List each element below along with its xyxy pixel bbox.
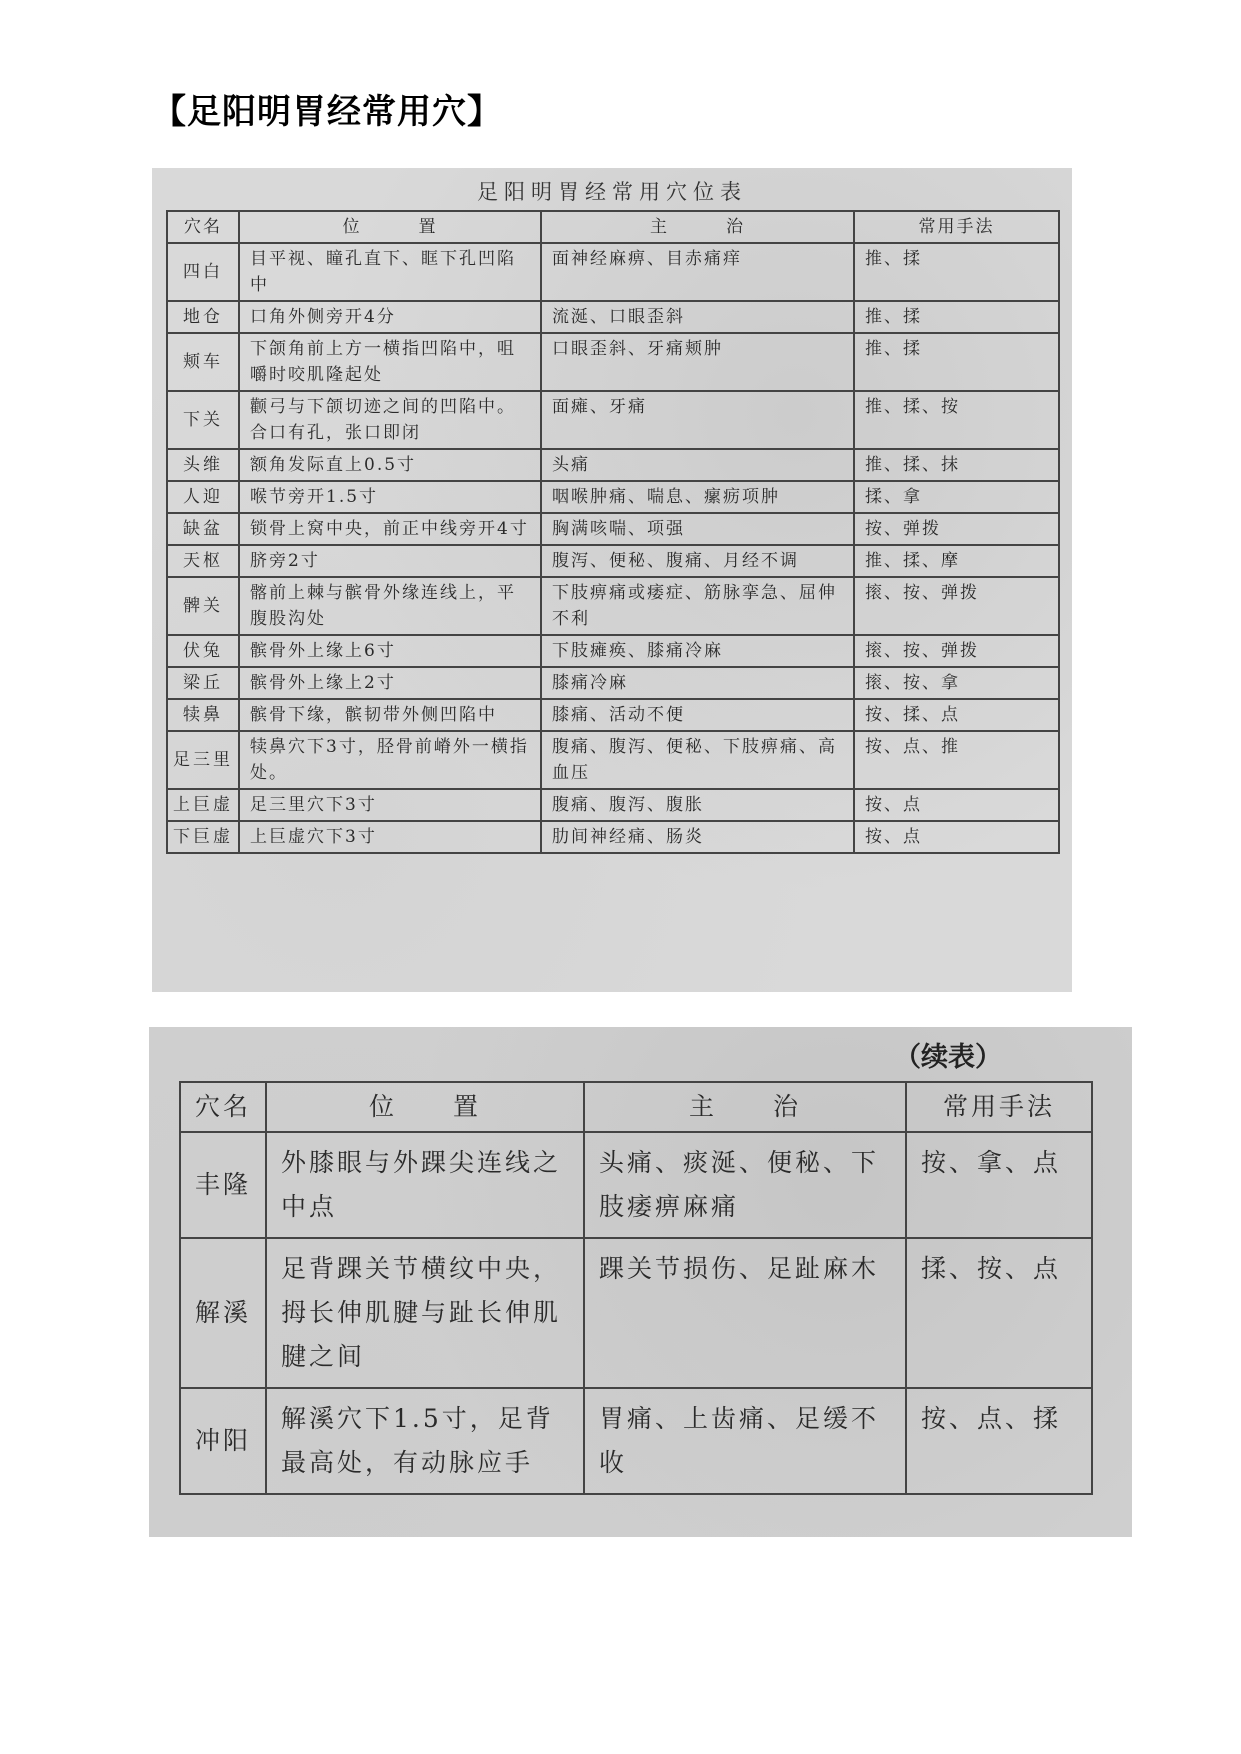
location-cell: 髂前上棘与髌骨外缘连线上，平腹股沟处 — [239, 577, 541, 635]
method-cell: 推、揉 — [854, 243, 1059, 301]
acupoint-name: 上巨虚 — [167, 789, 239, 821]
indication-cell: 下肢痹痛或痿症、筋脉挛急、屈伸不利 — [541, 577, 854, 635]
indication-cell: 头痛、痰涎、便秘、下肢痿痹麻痛 — [584, 1132, 906, 1238]
scanned-table-image-1 — [152, 168, 1072, 992]
continued-caption: （续表） — [894, 1042, 1002, 1073]
indication-cell: 面神经麻痹、目赤痛痒 — [541, 243, 854, 301]
acupoint-name: 犊鼻 — [167, 699, 239, 731]
table-row — [180, 1132, 1092, 1238]
table-row — [167, 545, 1059, 577]
indication-cell: 面瘫、牙痛 — [541, 391, 854, 449]
acupoint-name: 地仓 — [167, 301, 239, 333]
location-cell: 髌骨外上缘上2寸 — [239, 667, 541, 699]
location-cell: 喉节旁开1.5寸 — [239, 481, 541, 513]
indication-cell: 口眼歪斜、牙痛颊肿 — [541, 333, 854, 391]
table-row — [167, 667, 1059, 699]
header-method: 常用手法 — [906, 1082, 1092, 1132]
indication-cell: 膝痛冷麻 — [541, 667, 854, 699]
acupoint-name: 冲阳 — [180, 1388, 266, 1494]
header-indication: 主 治 — [584, 1082, 906, 1132]
acupoint-name: 头维 — [167, 449, 239, 481]
table-row — [167, 699, 1059, 731]
indication-cell: 流涎、口眼歪斜 — [541, 301, 854, 333]
acupoint-name: 四白 — [167, 243, 239, 301]
method-cell: 㨰、按、弹拨 — [854, 577, 1059, 635]
acupoint-name: 下关 — [167, 391, 239, 449]
method-cell: 按、拿、点 — [906, 1132, 1092, 1238]
location-cell: 足背踝关节横纹中央，拇长伸肌腱与趾长伸肌腱之间 — [266, 1238, 584, 1388]
header-location: 位 置 — [239, 211, 541, 243]
table-row — [167, 635, 1059, 667]
acupoint-name: 髀关 — [167, 577, 239, 635]
acupoint-name: 缺盆 — [167, 513, 239, 545]
table-header-row — [167, 211, 1059, 243]
indication-cell: 胸满咳喘、项强 — [541, 513, 854, 545]
acupoint-name: 下巨虚 — [167, 821, 239, 853]
acupoint-name: 丰隆 — [180, 1132, 266, 1238]
table-row — [167, 481, 1059, 513]
method-cell: 按、点、揉 — [906, 1388, 1092, 1494]
indication-cell: 肋间神经痛、肠炎 — [541, 821, 854, 853]
location-cell: 额角发际直上0.5寸 — [239, 449, 541, 481]
indication-cell: 腹痛、腹泻、腹胀 — [541, 789, 854, 821]
acupoint-name: 梁丘 — [167, 667, 239, 699]
method-cell: 推、揉、抹 — [854, 449, 1059, 481]
acupoint-name: 足三里 — [167, 731, 239, 789]
table-header-row — [180, 1082, 1092, 1132]
header-method: 常用手法 — [854, 211, 1059, 243]
indication-cell: 踝关节损伤、足趾麻木 — [584, 1238, 906, 1388]
table-row — [167, 391, 1059, 449]
table-row — [167, 821, 1059, 853]
location-cell: 上巨虚穴下3寸 — [239, 821, 541, 853]
header-location: 位 置 — [266, 1082, 584, 1132]
table-caption: 足阳明胃经常用穴位表 — [477, 180, 747, 204]
indication-cell: 腹泻、便秘、腹痛、月经不调 — [541, 545, 854, 577]
method-cell: 推、揉 — [854, 301, 1059, 333]
location-cell: 髌骨外上缘上6寸 — [239, 635, 541, 667]
acupoint-name: 天枢 — [167, 545, 239, 577]
table-row — [167, 243, 1059, 301]
location-cell: 脐旁2寸 — [239, 545, 541, 577]
method-cell: 推、揉 — [854, 333, 1059, 391]
table-row — [167, 449, 1059, 481]
acupoint-name: 伏兔 — [167, 635, 239, 667]
page-heading: 【足阳明胃经常用穴】 — [152, 92, 502, 132]
header-name: 穴名 — [180, 1082, 266, 1132]
indication-cell: 咽喉肿痛、喘息、瘰疬项肿 — [541, 481, 854, 513]
indication-cell: 腹痛、腹泻、便秘、下肢痹痛、高血压 — [541, 731, 854, 789]
location-cell: 目平视、瞳孔直下、眶下孔凹陷中 — [239, 243, 541, 301]
acupoint-name: 人迎 — [167, 481, 239, 513]
location-cell: 锁骨上窝中央，前正中线旁开4寸 — [239, 513, 541, 545]
method-cell: 㨰、按、弹拨 — [854, 635, 1059, 667]
table-row — [167, 333, 1059, 391]
acupoint-table — [166, 210, 1060, 854]
indication-cell: 头痛 — [541, 449, 854, 481]
table-row — [167, 577, 1059, 635]
table-row — [167, 301, 1059, 333]
acupoint-name: 颊车 — [167, 333, 239, 391]
location-cell: 下颌角前上方一横指凹陷中，咀嚼时咬肌隆起处 — [239, 333, 541, 391]
method-cell: 推、揉、摩 — [854, 545, 1059, 577]
table-row — [180, 1388, 1092, 1494]
scanned-table-image-2 — [149, 1027, 1132, 1537]
header-name: 穴名 — [167, 211, 239, 243]
table-row — [180, 1238, 1092, 1388]
method-cell: 㨰、按、拿 — [854, 667, 1059, 699]
location-cell: 解溪穴下1.5寸，足背最高处，有动脉应手 — [266, 1388, 584, 1494]
method-cell: 按、弹拨 — [854, 513, 1059, 545]
acupoint-name: 解溪 — [180, 1238, 266, 1388]
method-cell: 推、揉、按 — [854, 391, 1059, 449]
indication-cell: 胃痛、上齿痛、足缓不收 — [584, 1388, 906, 1494]
method-cell: 按、揉、点 — [854, 699, 1059, 731]
location-cell: 外膝眼与外踝尖连线之中点 — [266, 1132, 584, 1238]
method-cell: 按、点、推 — [854, 731, 1059, 789]
table-row — [167, 513, 1059, 545]
location-cell: 颧弓与下颌切迹之间的凹陷中。合口有孔，张口即闭 — [239, 391, 541, 449]
location-cell: 足三里穴下3寸 — [239, 789, 541, 821]
method-cell: 揉、拿 — [854, 481, 1059, 513]
location-cell: 犊鼻穴下3寸，胫骨前嵴外一横指处。 — [239, 731, 541, 789]
table-row — [167, 789, 1059, 821]
acupoint-table-continued — [179, 1081, 1093, 1495]
indication-cell: 下肢瘫痪、膝痛冷麻 — [541, 635, 854, 667]
table-row — [167, 731, 1059, 789]
method-cell: 按、点 — [854, 789, 1059, 821]
location-cell: 口角外侧旁开4分 — [239, 301, 541, 333]
indication-cell: 膝痛、活动不便 — [541, 699, 854, 731]
method-cell: 揉、按、点 — [906, 1238, 1092, 1388]
location-cell: 髌骨下缘，髌韧带外侧凹陷中 — [239, 699, 541, 731]
header-indication: 主 治 — [541, 211, 854, 243]
method-cell: 按、点 — [854, 821, 1059, 853]
